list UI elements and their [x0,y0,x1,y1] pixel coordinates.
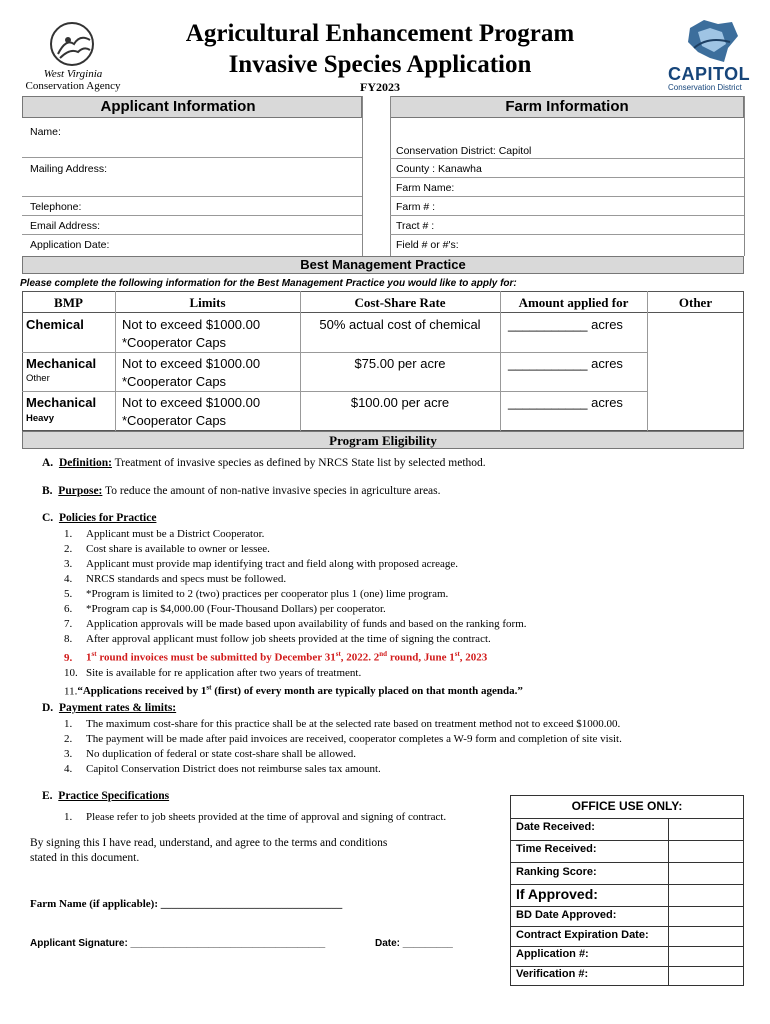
office-row-divider [511,862,743,863]
bmp-heading: Best Management Practice [300,257,466,272]
title-line1: Agricultural Enhancement Program [185,20,575,47]
applicant-signature-field[interactable]: Applicant Signature: ___________________________________ [30,938,326,949]
farm-info-heading: Farm Information [505,98,629,115]
purpose-section [42,485,441,497]
list-item: 4. NRCS standards and specs must be followed. [64,573,287,585]
bmp-row-rate: $75.00 per acre [354,356,446,371]
list-item: 3. Applicant must provide map identifying tract and field along with proposed acreage. [64,558,459,570]
bmp-row-cap: *Cooperator Caps [122,335,227,350]
list-item: 3. No duplication of federal or state cost-share shall be allowed. [64,748,357,760]
farm-number-underline [390,215,744,216]
office-col-divider [668,818,669,986]
tract-number-field[interactable]: Tract # : [396,220,435,232]
list-item: 10. Site is available for re application after two years of treatment. [64,666,362,679]
policies-title: Policies for Practice [58,512,157,524]
email-field[interactable]: Email Address: [30,220,101,232]
telephone-field[interactable]: Telephone: [30,201,82,213]
letter-b: B. [42,485,53,497]
bmp-row-sub: Heavy [26,413,54,424]
office-row-divider [511,906,743,907]
office-row-divider [511,840,743,841]
col-amount-applied: Amount applied for [518,295,629,310]
definition-title: Definition: [58,457,112,469]
tract-underline [390,234,744,235]
col-bmp: BMP [54,295,83,310]
policies-section [42,512,156,524]
wv-conservation-agency-logo [22,22,124,94]
verification-number-field[interactable]: Verification #: [516,968,589,980]
definition-text: Treatment of invasive species as defined by NRCS State list by selected method. [111,457,486,469]
bmp-row-rate: $100.00 per acre [350,395,450,410]
name-field[interactable]: Name: [30,126,61,138]
signature-date-field[interactable]: Date: _________ [375,938,453,949]
agenda-note-item: 11.“Applications received by 1st (first) of every month are typically placed on that month agenda.” [64,683,523,698]
capitol-logo-sub: Conservation District [668,83,742,92]
office-row-divider [511,926,743,927]
county-value: County : Kanawha [396,163,482,175]
specifications-title: Practice Specifications [58,790,170,802]
office-row-divider [511,818,743,819]
farm-name-underline [390,196,744,197]
bmp-row-amount[interactable]: ___________ acres [508,356,623,371]
bmp-row-limit: Not to exceed $1000.00 [122,317,261,332]
mailing-underline [22,196,362,197]
bmp-instruction: Please complete the following information for the Best Management Practice you would like to apply for: [20,278,517,289]
col-limits: Limits [189,295,226,310]
list-item: 1. The maximum cost-share for this practice shall be at the selected rate based on treatment method not to exceed $1000.00. [64,718,621,730]
contract-expiration-field[interactable]: Contract Expiration Date: [516,929,649,941]
ranking-score-field[interactable]: Ranking Score: [516,866,597,878]
district-underline [390,158,744,159]
county-underline [390,177,744,178]
list-item: 2. Cost share is available to owner or lessee. [64,543,270,555]
conservation-district: Conservation District: Capitol [396,145,532,157]
bmp-row-limit: Not to exceed $1000.00 [122,356,261,371]
gutter-right-border [390,96,391,256]
invoice-deadline-item: 9. 1st round invoices must be submitted by December 31st, 2022. 2nd round, June 1st, 2023 [64,650,488,664]
bmp-row-amount[interactable]: ___________ acres [508,317,623,332]
fiscal-year: FY2023 [360,80,400,94]
email-underline [22,234,362,235]
payment-list [64,717,744,777]
agreement-line1: By signing this I have read, understand, and agree to the terms and conditions [30,837,388,849]
eligibility-heading: Program Eligibility [329,433,437,448]
bmp-row-name: Mechanical [26,395,97,410]
list-item: 5. *Program is limited to 2 (two) practices per cooperator plus 1 (one) lime program. [64,588,449,600]
list-item: 1. Applicant must be a District Cooperator. [64,528,265,540]
purpose-title: Purpose: [58,485,103,497]
farm-number-field[interactable]: Farm # : [396,201,436,213]
letter-d: D. [42,702,54,714]
list-item: 7. Application approvals will be made based upon availability of funds and based on the ranking form. [64,618,527,630]
application-number-field[interactable]: Application #: [516,948,589,960]
mailing-address-field[interactable]: Mailing Address: [30,163,108,175]
office-row-divider [511,966,743,967]
list-item: 1. Please refer to job sheets provided at the time of approval and signing of contract. [64,811,447,823]
date-received-field[interactable]: Date Received: [516,821,595,833]
page-title [130,18,630,80]
bmp-col-divider-1 [115,291,116,431]
col-cost-share-rate: Cost-Share Rate [354,295,446,310]
wv-logo-line2: Conservation Agency [25,80,121,92]
bd-date-approved-field[interactable]: BD Date Approved: [516,909,617,921]
bmp-row-sub: Other [26,373,50,384]
title-line2: Invasive Species Application [228,51,532,78]
payment-section [42,702,176,714]
list-item: 4. Capitol Conservation District does not reimburse sales tax amount. [64,763,381,775]
bmp-col-divider-4 [647,291,648,431]
farm-name-signature-field[interactable]: Farm Name (if applicable): _________________________________ [30,898,343,910]
specifications-list [64,810,504,825]
gutter-left-border [362,96,363,256]
kanawha-county-map-icon [684,18,740,64]
office-row-divider [511,884,743,885]
capitol-district-logo [662,18,752,96]
farm-right-border [744,96,745,256]
bmp-row-name: Mechanical [26,356,97,371]
bmp-row-limit: Not to exceed $1000.00 [122,395,261,410]
bmp-row-cap: *Cooperator Caps [122,374,227,389]
payment-title: Payment rates & limits: [58,702,177,714]
bmp-row-amount[interactable]: ___________ acres [508,395,623,410]
agreement-line2: stated in this document. [30,852,140,864]
bmp-row-rate: 50% actual cost of chemical [319,317,481,332]
bmp-row-name: Chemical [26,317,84,332]
definition-section [42,457,486,469]
office-row-divider [511,946,743,947]
col-other: Other [678,295,713,310]
policies-list [64,527,744,699]
letter-a: A. [42,457,54,469]
field-number-field[interactable]: Field # or #'s: [396,239,459,251]
letter-c: C. [42,512,54,524]
bmp-header-divider [22,312,744,313]
bmp-row-cap: *Cooperator Caps [122,413,227,428]
wv-logo-line1: West Virginia [43,68,103,80]
list-item: 2. The payment will be made after paid invoices are received, cooperator completes a W-9 form and completion of site visit. [64,733,622,745]
list-item: 6. *Program cap is $4,000.00 (Four-Thousand Dollars) per cooperator. [64,603,386,615]
bmp-col-divider-3 [500,291,501,431]
agreement-statement [30,836,470,866]
application-date-field[interactable]: Application Date: [30,239,110,251]
if-approved-label: If Approved: [516,886,598,902]
letter-e: E. [42,790,53,802]
time-received-field[interactable]: Time Received: [516,843,597,855]
capitol-logo-word: CAPITOL [668,64,751,84]
farm-name-field[interactable]: Farm Name: [396,182,455,194]
applicant-info-heading: Applicant Information [100,98,256,115]
specifications-section [42,790,169,802]
wv-seal-icon [50,22,94,66]
office-use-heading: OFFICE USE ONLY: [571,799,683,813]
list-item: 8. After approval applicant must follow job sheets provided at the time of signing the contract. [64,633,491,645]
telephone-underline [22,215,362,216]
purpose-text: To reduce the amount of non-native invasive species in agriculture areas. [102,485,441,497]
name-underline [22,157,362,158]
